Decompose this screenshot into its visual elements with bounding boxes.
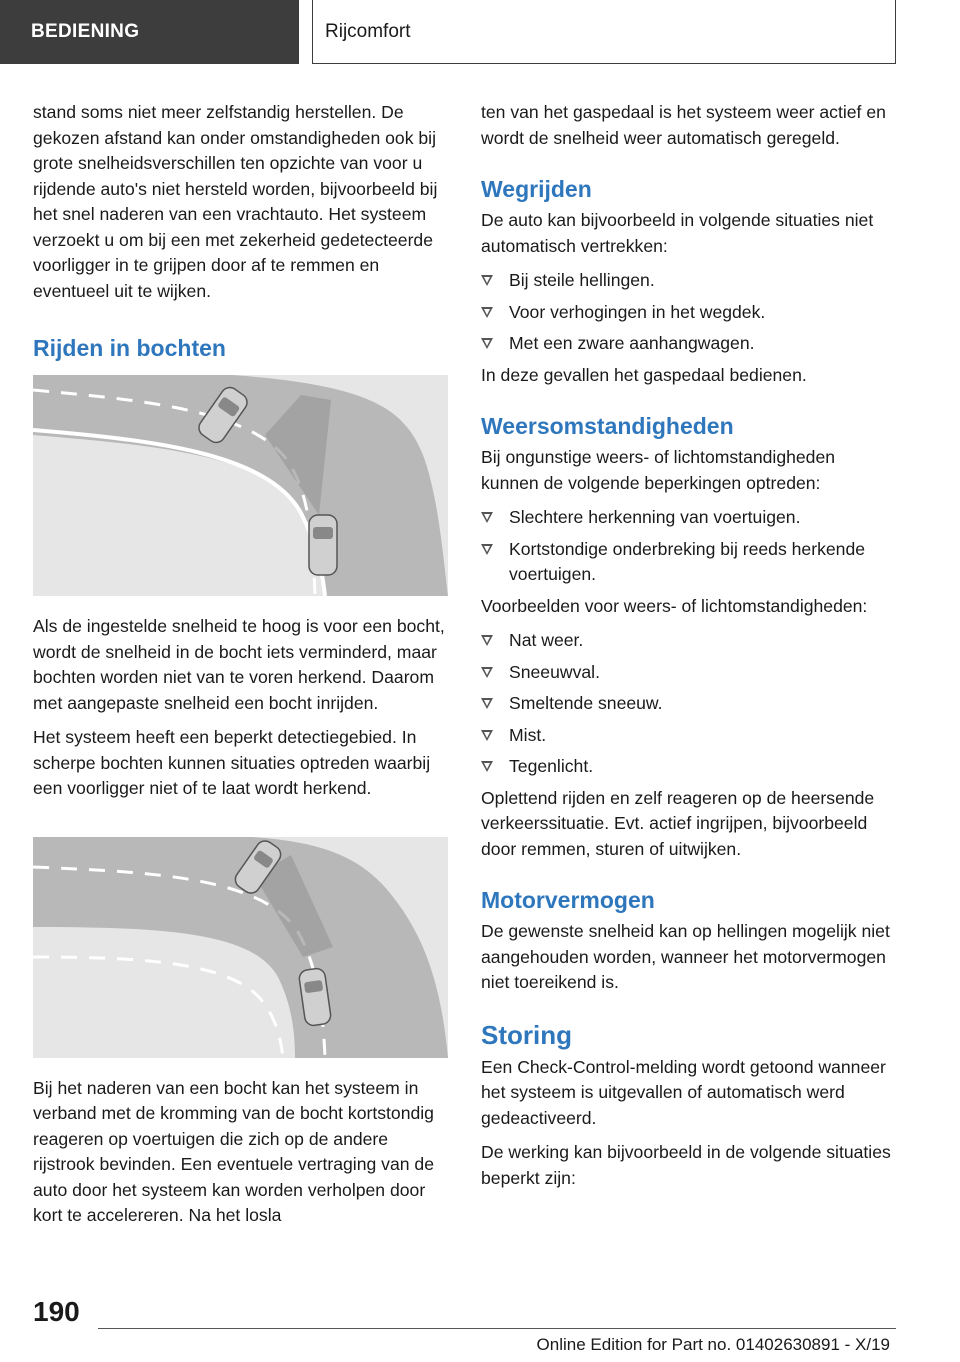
list-item: Mist. <box>481 723 896 749</box>
list-wegrijden <box>481 268 896 357</box>
heading-wegrijden: Wegrijden <box>481 176 592 202</box>
triangle-bullet-icon <box>481 698 493 709</box>
paragraph: De werking kan bijvoorbeeld in de volgende situaties beperkt zijn: <box>481 1142 891 1188</box>
illustration-curve-1 <box>33 375 448 596</box>
list-item: Slechtere herkenning van voertuigen. <box>481 505 896 531</box>
triangle-bullet-icon <box>481 635 493 646</box>
paragraph: stand soms niet meer zelfstandig herstellen. De gekozen afstand kan onder omstandigheden ook bij grote snelheidsverschillen ten opzichte van voor u rijdende auto's niet hersteld worden, bijvoorbeeld bij het snel naderen van een vrachtauto. Het systeem verzoekt u om bij een met zekerheid gedetecteerde voorligger in te grijpen door af te remmen en eventueel uit te wijken. <box>33 102 438 301</box>
paragraph: In deze gevallen het gaspedaal bedienen. <box>481 364 807 385</box>
heading-storing: Storing <box>481 1019 572 1050</box>
paragraph: Een Check-Control-melding wordt getoond wanneer het systeem is uitgevallen of automatisch werd gedeactiveerd. <box>481 1056 886 1128</box>
chapter-tab: Rijcomfort <box>312 0 896 64</box>
triangle-bullet-icon <box>481 761 493 772</box>
paragraph: Als de ingestelde snelheid te hoog is voor een bocht, wordt de snelheid in de bocht iets verminderd, maar bochten worden niet van te voren herkend. Daarom met aangepaste snelheid een bocht inrijden. <box>33 616 445 713</box>
paragraph: Bij ongunstige weers- of lichtomstandigheden kunnen de volgende beperkingen optreden: <box>481 447 836 493</box>
list-weers <box>481 505 896 588</box>
heading-rijden-in-bochten: Rijden in bochten <box>33 335 226 361</box>
triangle-bullet-icon <box>481 667 493 678</box>
list-item: Sneeuwval. <box>481 660 896 686</box>
list-item: Smeltende sneeuw. <box>481 691 896 717</box>
illustration-curve-2 <box>33 837 448 1058</box>
right-column <box>481 100 896 1200</box>
heading-weersomstandigheden: Weersomstandigheden <box>481 413 734 439</box>
paragraph: Bij het naderen van een bocht kan het systeem in verband met de kromming van de bocht kortstondig reageren op voertuigen die zich op de andere rijstrook bevinden. Een eventuele vertraging van de auto door het systeem kan worden verholpen door kort te accelereren. Na het losla <box>33 1077 434 1225</box>
footer-edition: Online Edition for Part no. 01402630891 - X/19 <box>536 1335 890 1354</box>
list-voorbeelden <box>481 628 896 780</box>
paragraph: Oplettend rijden en zelf reageren op de heersende verkeerssituatie. Evt. actief ingrijpen, bijvoorbeeld door remmen, sturen of uitwijken. <box>481 787 875 859</box>
left-column <box>33 100 448 1238</box>
page-number: 190 <box>33 1296 80 1327</box>
footer-divider <box>98 1328 896 1329</box>
triangle-bullet-icon <box>481 544 493 555</box>
triangle-bullet-icon <box>481 512 493 523</box>
triangle-bullet-icon <box>481 275 493 286</box>
list-item: Voor verhogingen in het wegdek. <box>481 300 896 326</box>
page-header <box>0 0 960 66</box>
paragraph: ten van het gaspedaal is het systeem weer actief en wordt de snelheid weer automatisch geregeld. <box>481 102 886 148</box>
triangle-bullet-icon <box>481 338 493 349</box>
heading-motorvermogen: Motorvermogen <box>481 887 655 913</box>
paragraph: Het systeem heeft een beperkt detectiegebied. In scherpe bochten kunnen situaties optreden waarbij een voorligger niet of te laat wordt herkend. <box>33 727 431 798</box>
list-item: Nat weer. <box>481 628 896 654</box>
section-tab: BEDIENING <box>0 0 299 64</box>
list-item: Kortstondige onderbreking bij reeds herkende voertuigen. <box>481 537 896 588</box>
list-item: Bij steile hellingen. <box>481 268 896 294</box>
paragraph: Voorbeelden voor weers- of lichtomstandigheden: <box>481 595 868 616</box>
list-item: Tegenlicht. <box>481 754 896 780</box>
triangle-bullet-icon <box>481 730 493 741</box>
triangle-bullet-icon <box>481 307 493 318</box>
paragraph: De gewenste snelheid kan op hellingen mogelijk niet aangehouden worden, wanneer het motorvermogen niet toereikend is. <box>481 921 890 992</box>
paragraph: De auto kan bijvoorbeeld in volgende situaties niet automatisch vertrekken: <box>481 210 874 256</box>
list-item: Met een zware aanhangwagen. <box>481 331 896 357</box>
